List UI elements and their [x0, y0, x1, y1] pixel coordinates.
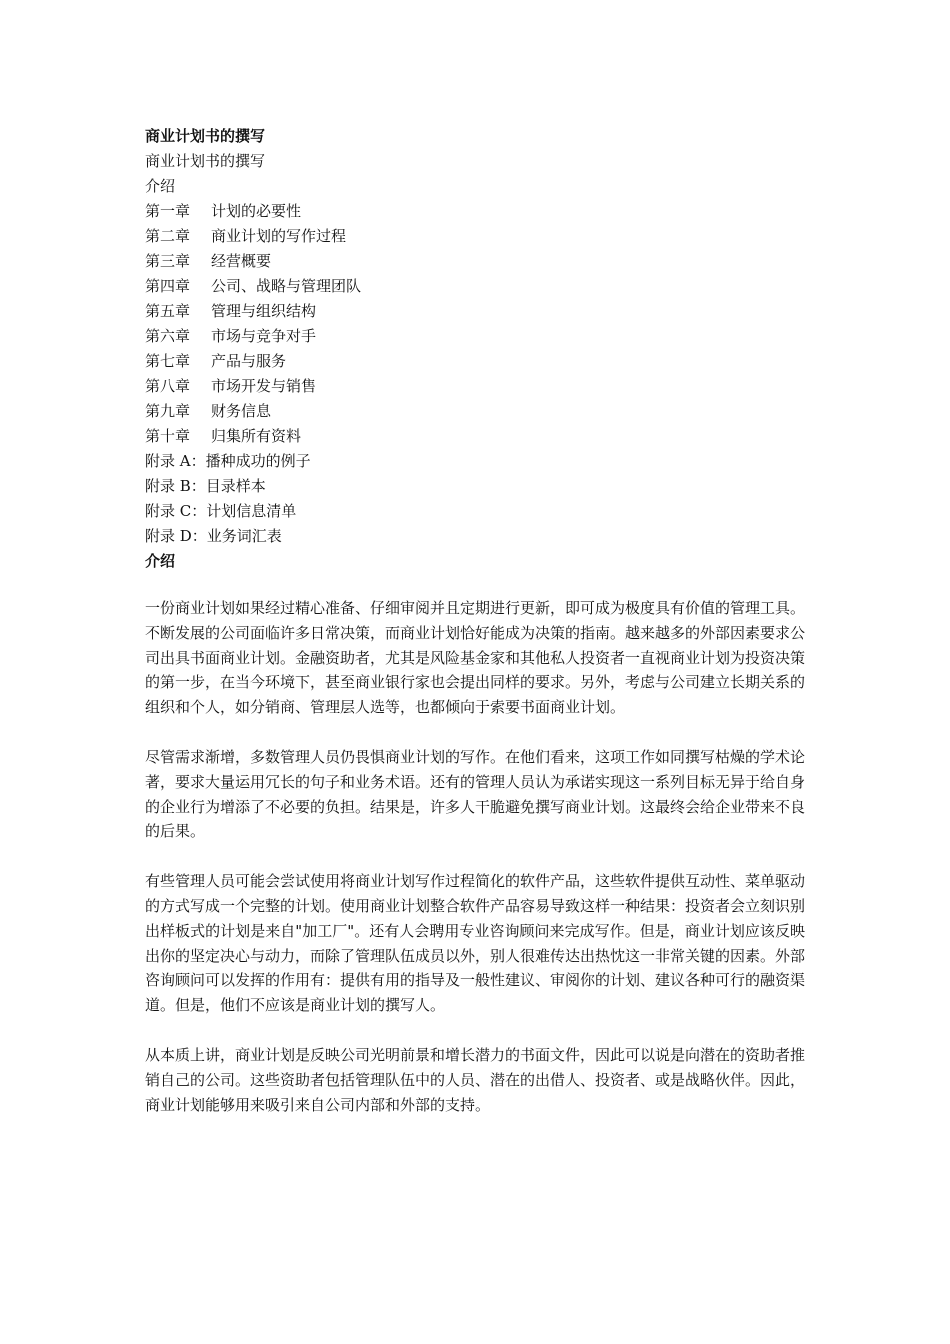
- chapter-title: 管理与组织结构: [211, 302, 317, 320]
- toc-item-chapter-7: [145, 349, 805, 374]
- chapter-title: 计划的必要性: [211, 202, 302, 220]
- toc-item-chapter-8: [145, 374, 805, 399]
- toc-item-appendix-b: [145, 474, 805, 499]
- chapter-title: 商业计划的写作过程: [211, 227, 347, 245]
- chapter-title: 财务信息: [211, 402, 272, 420]
- chapter-label: 第四章: [145, 277, 191, 295]
- chapter-label: 第五章: [145, 302, 191, 320]
- chapter-title: 经营概要: [211, 252, 272, 270]
- appendix-label: 附录 D：: [145, 527, 207, 545]
- chapter-title: 产品与服务: [211, 352, 287, 370]
- appendix-title: 业务词汇表: [206, 527, 282, 545]
- toc-item-chapter-10: [145, 424, 805, 449]
- chapter-label: 第九章: [145, 402, 191, 420]
- body-paragraph-3: 有些管理人员可能会尝试使用将商业计划写作过程简化的软件产品，这些软件提供互动性、菜单驱动的方式写成一个完整的计划。使用商业计划整合软件产品容易导致这样一种结果：投资者会立刻识别出样板式的计划是来自"加工厂"。还有人会聘用专业咨询顾问来完成写作。但是，商业计划应该反映出你的坚定决心与动力，而除了管理队伍成员以外，别人很难传达出热忱这一非常关键的因素。外部咨询顾问可以发挥的作用有：提供有用的指导及一般性建议、审阅你的计划、建议各种可行的融资渠道。但是，他们不应该是商业计划的撰写人。: [145, 872, 806, 1015]
- body-paragraph-2: 尽管需求渐增，多数管理人员仍畏惧商业计划的写作。在他们看来，这项工作如同撰写枯燥的学术论著，要求大量运用冗长的句子和业务术语。还有的管理人员认为承诺实现这一系列目标无异于给自身的企业行为增添了不必要的负担。结果是，许多人干脆避免撰写商业计划。这最终会给企业带来不良的后果。: [145, 747, 806, 841]
- chapter-label: 第八章: [145, 377, 191, 395]
- document-page: [145, 124, 805, 1142]
- chapter-label: 第一章: [145, 202, 191, 220]
- chapter-label: 第十章: [145, 427, 191, 445]
- toc-intro-entry: 介绍: [145, 177, 176, 195]
- table-of-contents: [145, 199, 805, 549]
- appendix-title: 目录样本: [205, 477, 266, 495]
- chapter-title: 市场与竞争对手: [211, 327, 317, 345]
- chapter-title: 市场开发与销售: [211, 377, 317, 395]
- toc-item-chapter-9: [145, 399, 805, 424]
- appendix-title: 播种成功的例子: [205, 452, 311, 470]
- body-paragraph-4: 从本质上讲，商业计划是反映公司光明前景和增长潜力的书面文件，因此可以说是向潜在的资助者推销自己的公司。这些资助者包括管理队伍中的人员、潜在的出借人、投资者、或是战略伙伴。因此，商业计划能够用来吸引来自公司内部和外部的支持。: [145, 1045, 806, 1114]
- toc-item-chapter-3: [145, 249, 805, 274]
- toc-item-chapter-1: [145, 199, 805, 224]
- appendix-label: 附录 C：: [145, 502, 207, 520]
- chapter-label: 第六章: [145, 327, 191, 345]
- toc-item-appendix-d: [145, 524, 805, 549]
- document-subtitle: 商业计划书的撰写: [145, 152, 266, 170]
- chapter-label: 第三章: [145, 252, 191, 270]
- appendix-label: 附录 B：: [145, 477, 206, 495]
- appendix-title: 计划信息清单: [206, 502, 297, 520]
- toc-item-chapter-6: [145, 324, 805, 349]
- toc-item-appendix-c: [145, 499, 805, 524]
- section-heading-intro: 介绍: [145, 552, 176, 570]
- body-paragraph-1: 一份商业计划如果经过精心准备、仔细审阅并且定期进行更新，即可成为极度具有价值的管理工具。不断发展的公司面临许多日常决策，而商业计划恰好能成为决策的指南。越来越多的外部因素要求公司出具书面商业计划。金融资助者，尤其是风险基金家和其他私人投资者一直视商业计划为投资决策的第一步，在当今环境下，甚至商业银行家也会提出同样的要求。另外，考虑与公司建立长期关系的组织和个人，如分销商、管理层人选等，也都倾向于索要书面商业计划。: [145, 599, 806, 717]
- toc-item-chapter-4: [145, 274, 805, 299]
- chapter-title: 公司、战略与管理团队: [211, 277, 362, 295]
- toc-item-chapter-2: [145, 224, 805, 249]
- appendix-label: 附录 A：: [145, 452, 206, 470]
- chapter-title: 归集所有资料: [211, 427, 302, 445]
- toc-item-appendix-a: [145, 449, 805, 474]
- document-title: 商业计划书的撰写: [145, 127, 266, 145]
- chapter-label: 第七章: [145, 352, 191, 370]
- chapter-label: 第二章: [145, 227, 191, 245]
- toc-item-chapter-5: [145, 299, 805, 324]
